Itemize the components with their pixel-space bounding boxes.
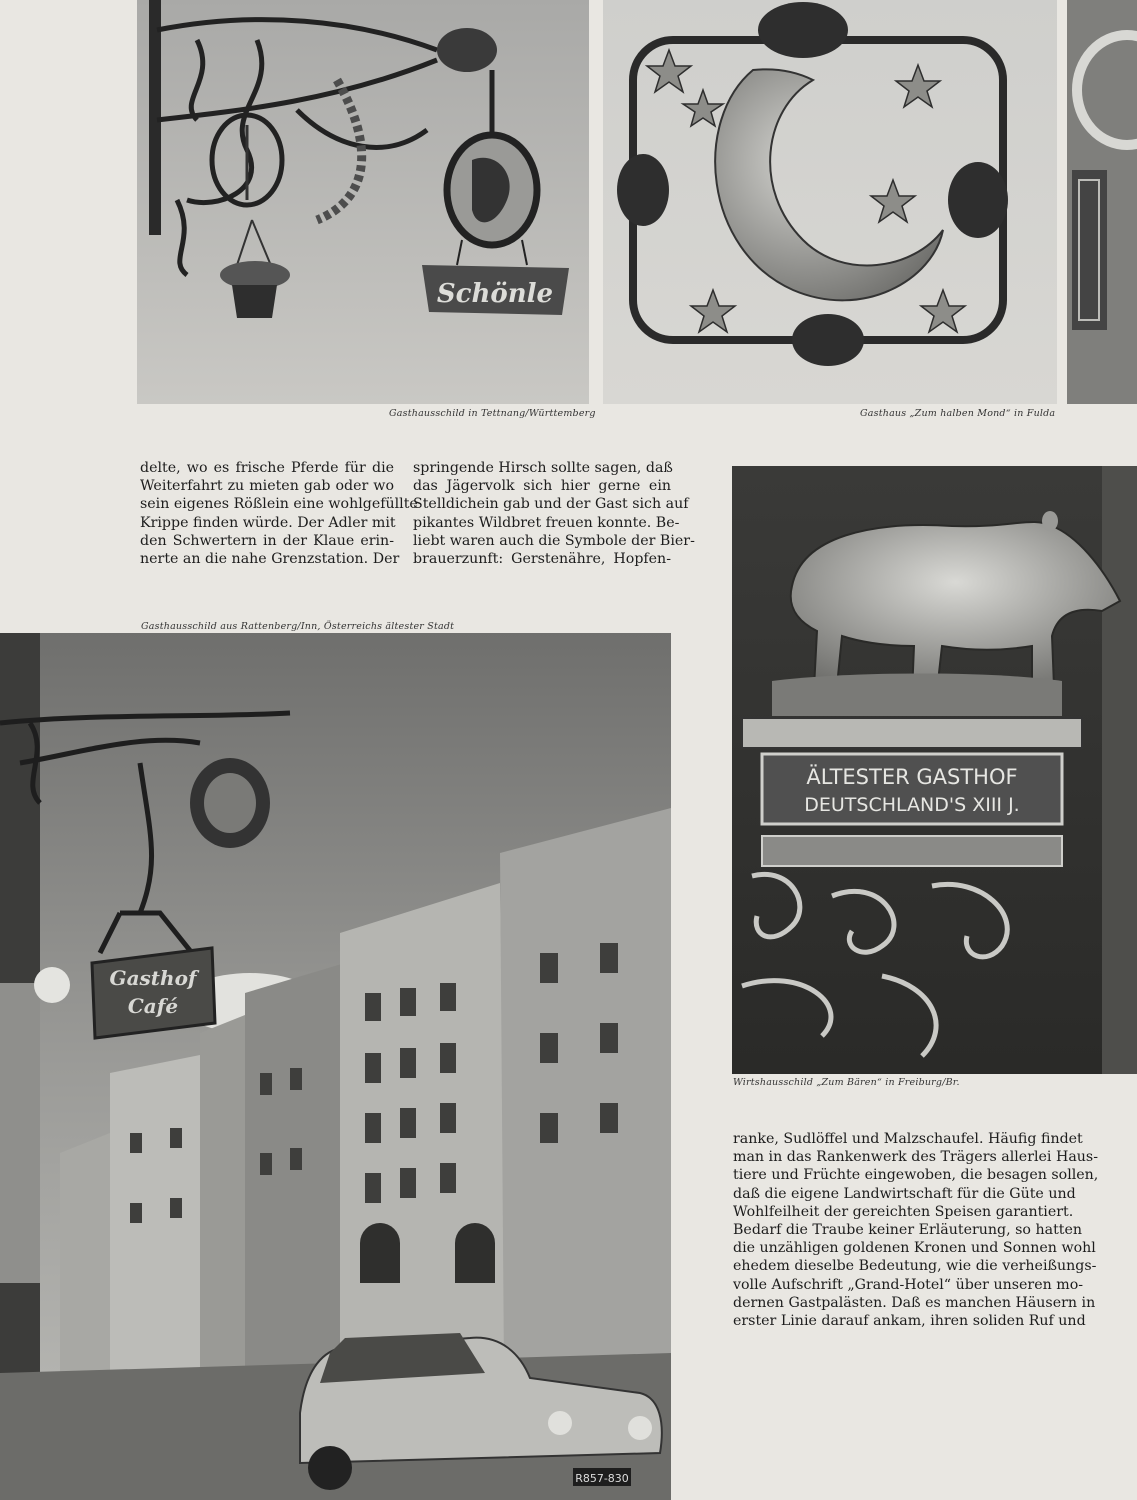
text-line: man in das Rankenwerk des Trägers allerlei Haus- xyxy=(733,1149,1098,1166)
text-line: dernen Gastpalästen. Daß es manchen Häusern in xyxy=(733,1294,1096,1311)
gasthof-sign-text: Gasthof xyxy=(109,966,197,990)
text-column-2 xyxy=(413,459,695,568)
text-line: daß die eigene Landwirtschaft für die Güte und xyxy=(733,1185,1076,1202)
text-line: erster Linie darauf ankam, ihren soliden Ruf und xyxy=(733,1313,1086,1330)
text-line: pikantes Wildbret freuen konnte. Be- xyxy=(413,514,680,531)
text-line: Wohlfeilheit der gereichten Speisen garantiert. xyxy=(733,1203,1074,1220)
text-line: das Jägervolk sich hier gerne ein xyxy=(413,478,671,495)
text-line: Weiterfahrt zu mieten gab oder wo xyxy=(140,478,394,495)
text-line: sein eigenes Rößlein eine wohlgefüllte xyxy=(140,496,418,513)
baer-sign-line1: ÄLTESTER GASTHOF xyxy=(806,765,1018,789)
caption-tettnang: Gasthausschild in Tettnang/Württemberg xyxy=(389,408,596,419)
caption-freiburg: Wirtshausschild „Zum Bären“ in Freiburg/Br. xyxy=(733,1077,960,1088)
text-line: nerte an die nahe Grenzstation. Der xyxy=(140,551,400,568)
cafe-sign-text: Café xyxy=(127,994,179,1018)
text-line: springende Hirsch sollte sagen, daß xyxy=(413,460,673,476)
text-line: brauerzunft: Gerstenähre, Hopfen- xyxy=(413,551,671,568)
photo-rattenberg-street xyxy=(0,633,671,1500)
text-line: Stelldichein gab und der Gast sich auf xyxy=(413,496,689,513)
photo-tettnang-sign xyxy=(137,0,589,404)
text-line: Krippe finden würde. Der Adler mit xyxy=(140,514,396,531)
schoenle-sign-text: Schönle xyxy=(436,279,554,309)
photo-freiburg-bear-sign xyxy=(732,466,1137,1074)
text-line: den Schwertern in der Klaue erin- xyxy=(140,532,394,549)
text-line: ehedem dieselbe Bedeutung, wie die verheißungs- xyxy=(733,1258,1097,1275)
photo-fulda-moon-sign xyxy=(603,0,1057,404)
license-plate-text: R857-830 xyxy=(575,1472,629,1485)
caption-rattenberg: Gasthausschild aus Rattenberg/Inn, Österreichs ältester Stadt xyxy=(141,621,455,632)
text-line: volle Aufschrift „Grand-Hotel“ über unseren mo- xyxy=(733,1276,1084,1293)
text-line: ranke, Sudlöffel und Malzschaufel. Häufig findet xyxy=(733,1131,1083,1147)
text-line: liebt waren auch die Symbole der Bier- xyxy=(413,532,695,549)
text-column-3 xyxy=(733,1130,1099,1330)
caption-fulda: Gasthaus „Zum halben Mond“ in Fulda xyxy=(860,408,1056,419)
text-column-1 xyxy=(140,459,418,568)
baer-sign-line2: DEUTSCHLAND'S XIII J. xyxy=(804,794,1020,816)
text-line: delte, wo es frische Pferde für die xyxy=(140,460,394,476)
text-line: Bedarf die Traube keiner Erläuterung, so hatten xyxy=(733,1222,1083,1239)
text-line: die unzähligen goldenen Kronen und Sonnen wohl xyxy=(733,1240,1096,1257)
photo-edge-sign xyxy=(1067,0,1137,404)
text-line: tiere und Früchte eingewoben, die besagen sollen, xyxy=(733,1167,1099,1184)
